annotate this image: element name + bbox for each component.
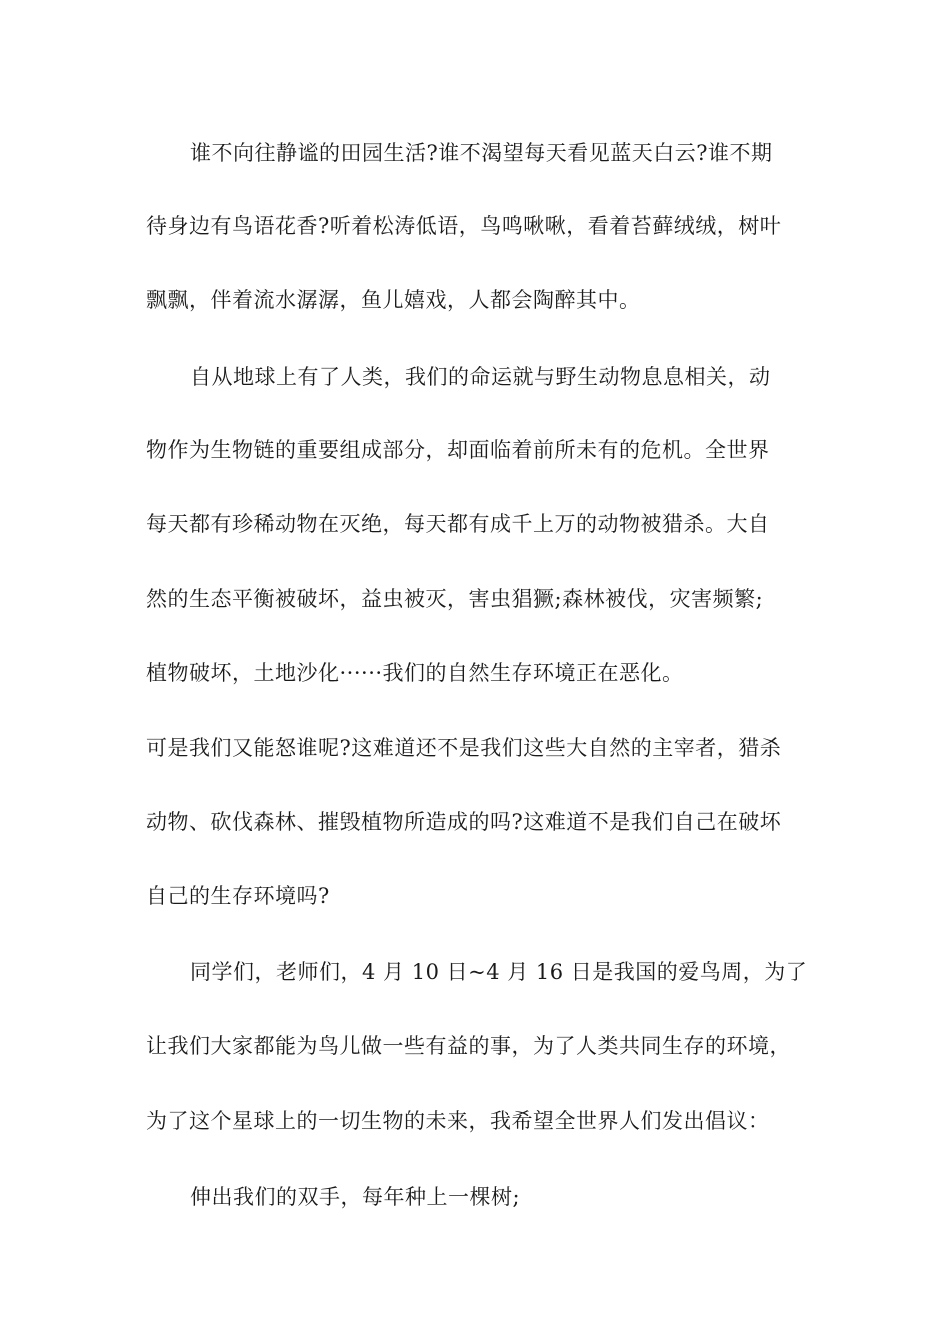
paragraph-2-line-8: 自己的生存环境吗? bbox=[146, 884, 330, 908]
paragraph-2-line-2: 物作为生物链的重要组成部分，却面临着前所未有的危机。全世界 bbox=[146, 438, 770, 462]
paragraph-3-line-2: 让我们大家都能为鸟儿做一些有益的事，为了人类共同生存的环境， bbox=[146, 1034, 791, 1058]
paragraph-2-line-3: 每天都有珍稀动物在灭绝，每天都有成千上万的动物被猎杀。大自 bbox=[146, 512, 770, 536]
paragraph-1-line-2: 待身边有鸟语花香?听着松涛低语，鸟鸣啾啾，看着苔藓绒绒，树叶 bbox=[146, 214, 782, 238]
paragraph-3-line-1: 同学们，老师们，4 月 10 日~4 月 16 日是我国的爱鸟周，为了 bbox=[190, 960, 808, 984]
paragraph-2-line-7: 动物、砍伐森林、摧毁植物所造成的吗?这难道不是我们自己在破坏 bbox=[146, 810, 782, 834]
paragraph-2-line-1: 自从地球上有了人类，我们的命运就与野生动物息息相关，动 bbox=[190, 365, 771, 389]
paragraph-2-line-5: 植物破坏，土地沙化······我们的自然生存环境正在恶化。 bbox=[146, 661, 684, 685]
paragraph-2-line-4: 然的生态平衡被破坏，益虫被灭，害虫猖獗;森林被伐，灾害频繁; bbox=[146, 587, 764, 611]
paragraph-2-line-6: 可是我们又能怒谁呢?这难道还不是我们这些大自然的主宰者，猎杀 bbox=[146, 736, 782, 760]
paragraph-3-line-3: 为了这个星球上的一切生物的未来，我希望全世界人们发出倡议： bbox=[146, 1109, 770, 1133]
paragraph-4-line-1: 伸出我们的双手，每年种上一棵树; bbox=[190, 1185, 521, 1209]
paragraph-1-line-1: 谁不向往静谧的田园生活?谁不渴望每天看见蓝天白云?谁不期 bbox=[190, 141, 773, 165]
paragraph-1-line-3: 飘飘，伴着流水潺潺，鱼儿嬉戏，人都会陶醉其中。 bbox=[146, 288, 641, 312]
